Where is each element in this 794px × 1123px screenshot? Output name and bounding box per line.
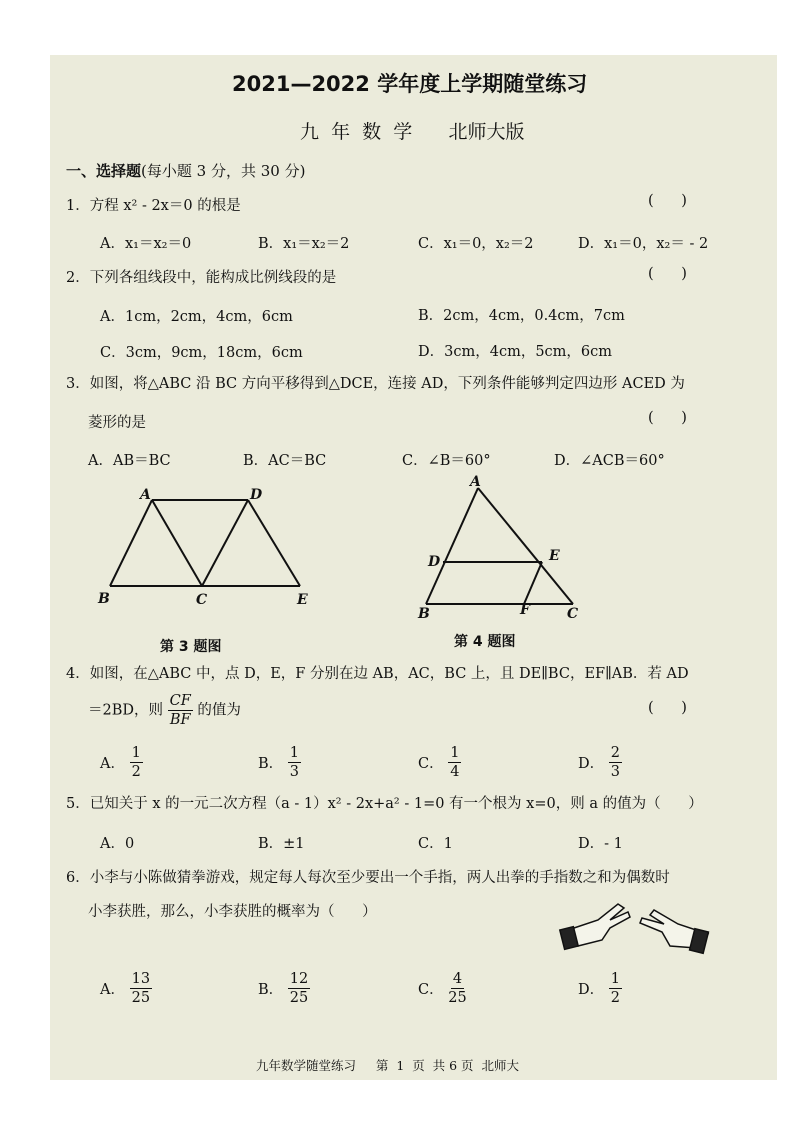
option-label: D． bbox=[578, 756, 605, 772]
page-footer: 九年数学随堂练习 第 1 页 共 6 页 北师大 bbox=[256, 1058, 520, 1073]
section-heading bbox=[66, 160, 305, 181]
question-text: 的值为 bbox=[197, 702, 241, 719]
option-label: B． bbox=[258, 982, 284, 998]
segment-dc bbox=[202, 500, 248, 586]
question-number: 6． bbox=[66, 870, 90, 886]
label-d: D bbox=[250, 487, 263, 503]
option-fraction bbox=[609, 970, 622, 1007]
figure-3-diagram bbox=[90, 480, 330, 610]
question-number: 2． bbox=[66, 270, 90, 286]
option-b: B．AC＝BC bbox=[243, 453, 327, 469]
figure-4-caption: 第 4 题图 bbox=[454, 634, 516, 650]
segment-ef bbox=[524, 562, 542, 604]
fraction-denominator: 2 bbox=[610, 990, 620, 1006]
figure-3-caption: 第 3 题图 bbox=[160, 639, 222, 655]
option-c: C．∠B＝60° bbox=[402, 453, 491, 469]
question-number: 1． bbox=[66, 198, 90, 214]
section-note: (每小题 3 分，共 30 分) bbox=[141, 162, 306, 180]
answer-paren: ( ) bbox=[648, 700, 687, 716]
question-text: ＝2BD，则 bbox=[88, 702, 164, 719]
fraction-denominator: 4 bbox=[450, 764, 460, 780]
label-a: A bbox=[470, 474, 481, 490]
question-text: 已知关于 x 的一元二次方程（a - 1）x² - 2x+a² - 1=0 有一个根为 x=0，则 a 的值为（ ） bbox=[89, 796, 703, 812]
question-text: 如图，将△ABC 沿 BC 方向平移得到△DCE，连接 AD，下列条件能够判定四边形 ACED 为 bbox=[89, 376, 685, 392]
segment-ac bbox=[152, 500, 202, 586]
label-e: E bbox=[297, 592, 308, 608]
option-a bbox=[100, 970, 152, 1007]
segment-ab bbox=[426, 488, 478, 604]
option-fraction bbox=[130, 744, 143, 781]
question-number: 4． bbox=[66, 666, 90, 682]
fraction-denominator: 25 bbox=[448, 990, 467, 1006]
fraction-denominator: 25 bbox=[289, 990, 309, 1006]
fraction-denominator: 2 bbox=[131, 764, 141, 780]
option-d bbox=[578, 970, 622, 1007]
option-b bbox=[258, 970, 310, 1007]
option-label: A． bbox=[100, 982, 125, 998]
option-c: C．x₁＝0，x₂＝2 bbox=[418, 236, 534, 252]
option-b bbox=[258, 744, 301, 781]
section-name: 一、选择题 bbox=[66, 162, 142, 180]
option-c: C．1 bbox=[418, 836, 453, 852]
question-text: 小李与小陈做猜拳游戏，规定每人每次至少要出一个手指，两人出拳的手指数之和为偶数时 bbox=[89, 870, 670, 886]
option-fraction bbox=[609, 744, 622, 781]
hand-gesture-illustration bbox=[558, 890, 718, 960]
option-c bbox=[418, 970, 467, 1007]
option-fraction bbox=[288, 744, 301, 781]
question-6-line2: 小李获胜，那么，小李获胜的概率为（ ） bbox=[88, 904, 377, 920]
question-6 bbox=[66, 868, 670, 888]
option-b: B．±1 bbox=[258, 836, 305, 852]
question-number: 5． bbox=[66, 796, 90, 812]
option-a: A．x₁＝x₂＝0 bbox=[100, 236, 192, 252]
label-b: B bbox=[98, 591, 110, 607]
fraction-numerator: 1 bbox=[289, 745, 299, 761]
option-b: B．2cm，4cm，0.4cm，7cm bbox=[418, 308, 625, 324]
question-3 bbox=[66, 374, 685, 394]
fraction-numerator: 13 bbox=[131, 971, 151, 987]
option-label: A． bbox=[100, 756, 125, 772]
fraction-numerator: 1 bbox=[450, 745, 460, 761]
label-c: C bbox=[196, 592, 208, 608]
fraction-numerator: 2 bbox=[610, 745, 620, 761]
segment-de bbox=[248, 500, 300, 586]
option-c bbox=[418, 744, 461, 781]
segment-ab bbox=[110, 500, 152, 586]
ratio-fraction bbox=[168, 692, 193, 729]
question-4-line2 bbox=[88, 692, 241, 729]
option-c: C．3cm，9cm，18cm，6cm bbox=[100, 345, 303, 361]
fraction-numerator: 12 bbox=[289, 971, 309, 987]
question-text: 下列各组线段中，能构成比例线段的是 bbox=[89, 270, 337, 286]
option-fraction bbox=[130, 970, 152, 1007]
label-b: B bbox=[418, 606, 430, 622]
segment-ac bbox=[478, 488, 573, 604]
fraction-numerator: CF bbox=[169, 693, 191, 709]
answer-paren: ( ) bbox=[648, 410, 687, 426]
label-e: E bbox=[549, 548, 560, 564]
label-f: F bbox=[520, 602, 530, 618]
question-5 bbox=[66, 794, 703, 814]
label-c: C bbox=[567, 606, 579, 622]
figure-4-diagram bbox=[412, 472, 592, 622]
fraction-denominator: 3 bbox=[610, 764, 620, 780]
option-d: D．x₁＝0，x₂＝ - 2 bbox=[578, 236, 709, 252]
option-a: A．0 bbox=[100, 836, 135, 852]
option-label: C． bbox=[418, 756, 444, 772]
question-2 bbox=[66, 268, 336, 288]
option-label: B． bbox=[258, 756, 284, 772]
option-fraction bbox=[288, 970, 310, 1007]
option-fraction bbox=[448, 970, 466, 1007]
option-d: D．∠ACB＝60° bbox=[554, 453, 665, 469]
fraction-numerator: 1 bbox=[610, 971, 620, 987]
option-a: A．AB＝BC bbox=[88, 453, 171, 469]
fraction-denominator: 3 bbox=[289, 764, 299, 780]
answer-paren: ( ) bbox=[648, 266, 687, 282]
question-4 bbox=[66, 664, 689, 684]
answer-paren: ( ) bbox=[648, 193, 687, 209]
fraction-numerator: 1 bbox=[131, 745, 141, 761]
option-a: A．1cm，2cm，4cm，6cm bbox=[100, 309, 293, 325]
option-d bbox=[578, 744, 622, 781]
option-d: D．- 1 bbox=[578, 836, 623, 852]
option-a bbox=[100, 744, 143, 781]
question-1 bbox=[66, 196, 241, 216]
label-d: D bbox=[428, 554, 441, 570]
question-number: 3． bbox=[66, 376, 90, 392]
option-fraction bbox=[448, 744, 461, 781]
fraction-numerator: 4 bbox=[452, 971, 463, 987]
option-b: B．x₁＝x₂＝2 bbox=[258, 236, 350, 252]
fraction-denominator: BF bbox=[169, 712, 191, 728]
option-label: C． bbox=[418, 982, 444, 998]
fraction-denominator: 25 bbox=[131, 990, 151, 1006]
option-d: D．3cm，4cm，5cm，6cm bbox=[418, 344, 613, 360]
question-3-line2: 菱形的是 bbox=[88, 415, 146, 431]
exam-title: 2021—2022 学年度上学期随堂练习 bbox=[232, 72, 588, 96]
option-label: D． bbox=[578, 982, 605, 998]
question-text: 方程 x² - 2x＝0 的根是 bbox=[89, 198, 241, 214]
label-a: A bbox=[140, 487, 151, 503]
exam-subtitle: 九 年 数 学 北师大版 bbox=[300, 121, 525, 143]
question-text: 如图，在△ABC 中，点 D，E，F 分别在边 AB，AC，BC 上，且 DE∥BC，EF∥AB．若 AD bbox=[89, 666, 689, 682]
